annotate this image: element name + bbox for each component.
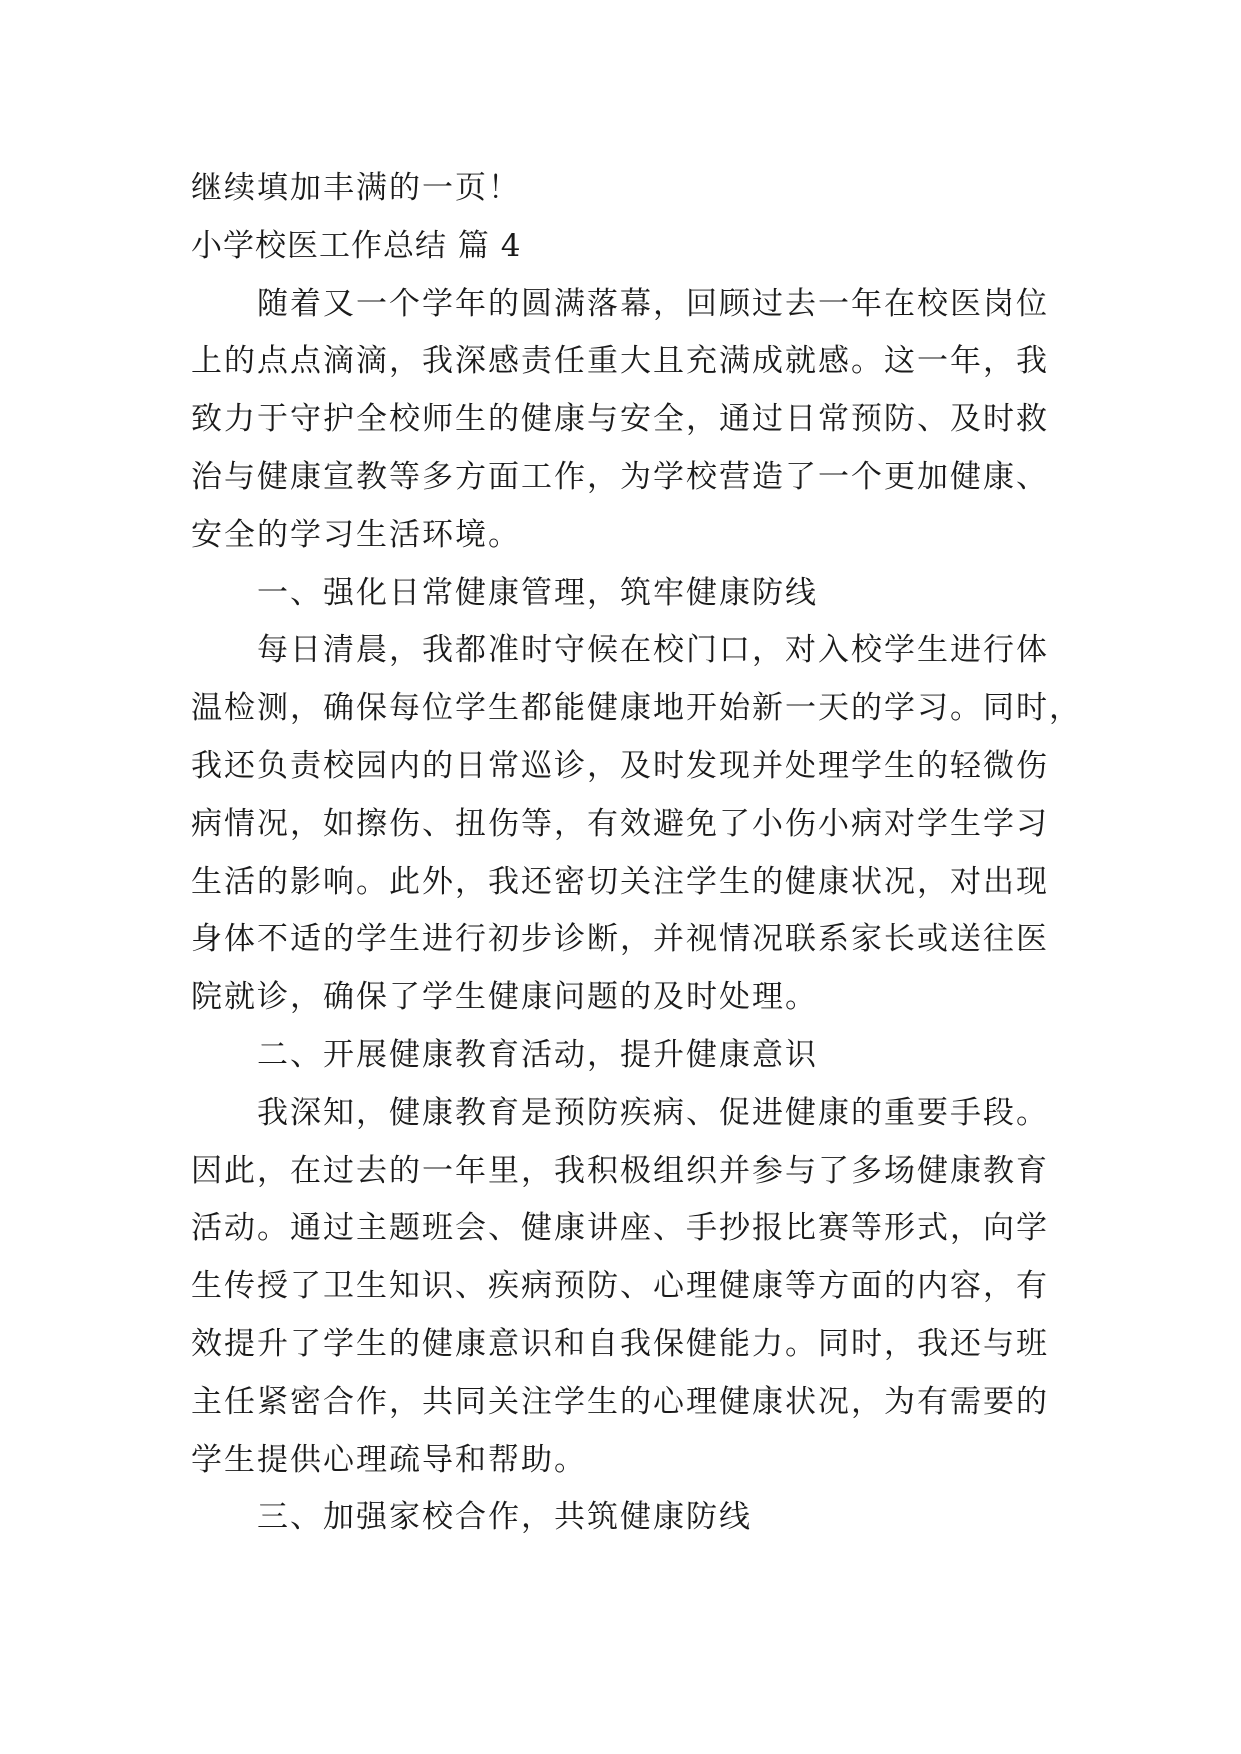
- section-title: 小学校医工作总结 篇 4: [191, 227, 522, 264]
- paragraph-intro: [191, 276, 1071, 565]
- heading-1: 一、强化日常健康管理，筑牢健康防线: [257, 574, 818, 611]
- paragraph-line: 治与健康宣教等多方面工作，为学校营造了一个更加健康、: [191, 458, 1049, 495]
- paragraph-line: 我还负责校园内的日常巡诊，及时发现并处理学生的轻微伤: [191, 747, 1049, 784]
- heading-3: 三、加强家校合作，共筑健康防线: [257, 1499, 752, 1536]
- paragraph-line: 每日清晨，我都准时守候在校门口，对入校学生进行体: [257, 632, 1049, 669]
- paragraph-line: 生活的影响。此外，我还密切关注学生的健康状况，对出现: [191, 863, 1049, 900]
- paragraph-health-education: [191, 1085, 1071, 1490]
- paragraph-line: 主任紧密合作，共同关注学生的心理健康状况，为有需要的: [191, 1383, 1049, 1420]
- document-body: [191, 160, 1082, 1547]
- paragraph-line: 安全的学习生活环境。: [191, 516, 521, 553]
- paragraph-line: 院就诊，确保了学生健康问题的及时处理。: [191, 979, 818, 1016]
- paragraph-line: 我深知，健康教育是预防疾病、促进健康的重要手段。: [257, 1094, 1049, 1131]
- paragraph-line: 上的点点滴滴，我深感责任重大且充满成就感。这一年，我: [191, 343, 1049, 380]
- paragraph-line: 学生提供心理疏导和帮助。: [191, 1441, 587, 1478]
- paragraph-line: 效提升了学生的健康意识和自我保健能力。同时，我还与班: [191, 1325, 1049, 1362]
- paragraph-line: 病情况，如擦伤、扭伤等，有效避免了小伤小病对学生学习: [191, 805, 1049, 842]
- paragraph-line: 随着又一个学年的圆满落幕，回顾过去一年在校医岗位: [257, 285, 1049, 322]
- paragraph-line: 因此，在过去的一年里，我积极组织并参与了多场健康教育: [191, 1152, 1049, 1189]
- paragraph-line: 活动。通过主题班会、健康讲座、手抄报比赛等形式，向学: [191, 1210, 1049, 1247]
- heading-2: 二、开展健康教育活动，提升健康意识: [257, 1036, 818, 1073]
- paragraph-line: 致力于守护全校师生的健康与安全，通过日常预防、及时救: [191, 401, 1049, 438]
- paragraph-line: 温检测，确保每位学生都能健康地开始新一天的学习。同时，: [191, 690, 1082, 727]
- paragraph-line: 身体不适的学生进行初步诊断，并视情况联系家长或送往医: [191, 921, 1049, 958]
- carryover-line: 继续填加丰满的一页！: [191, 170, 521, 206]
- paragraph-daily-health: [191, 622, 1082, 1027]
- paragraph-line: 生传授了卫生知识、疾病预防、心理健康等方面的内容，有: [191, 1268, 1049, 1305]
